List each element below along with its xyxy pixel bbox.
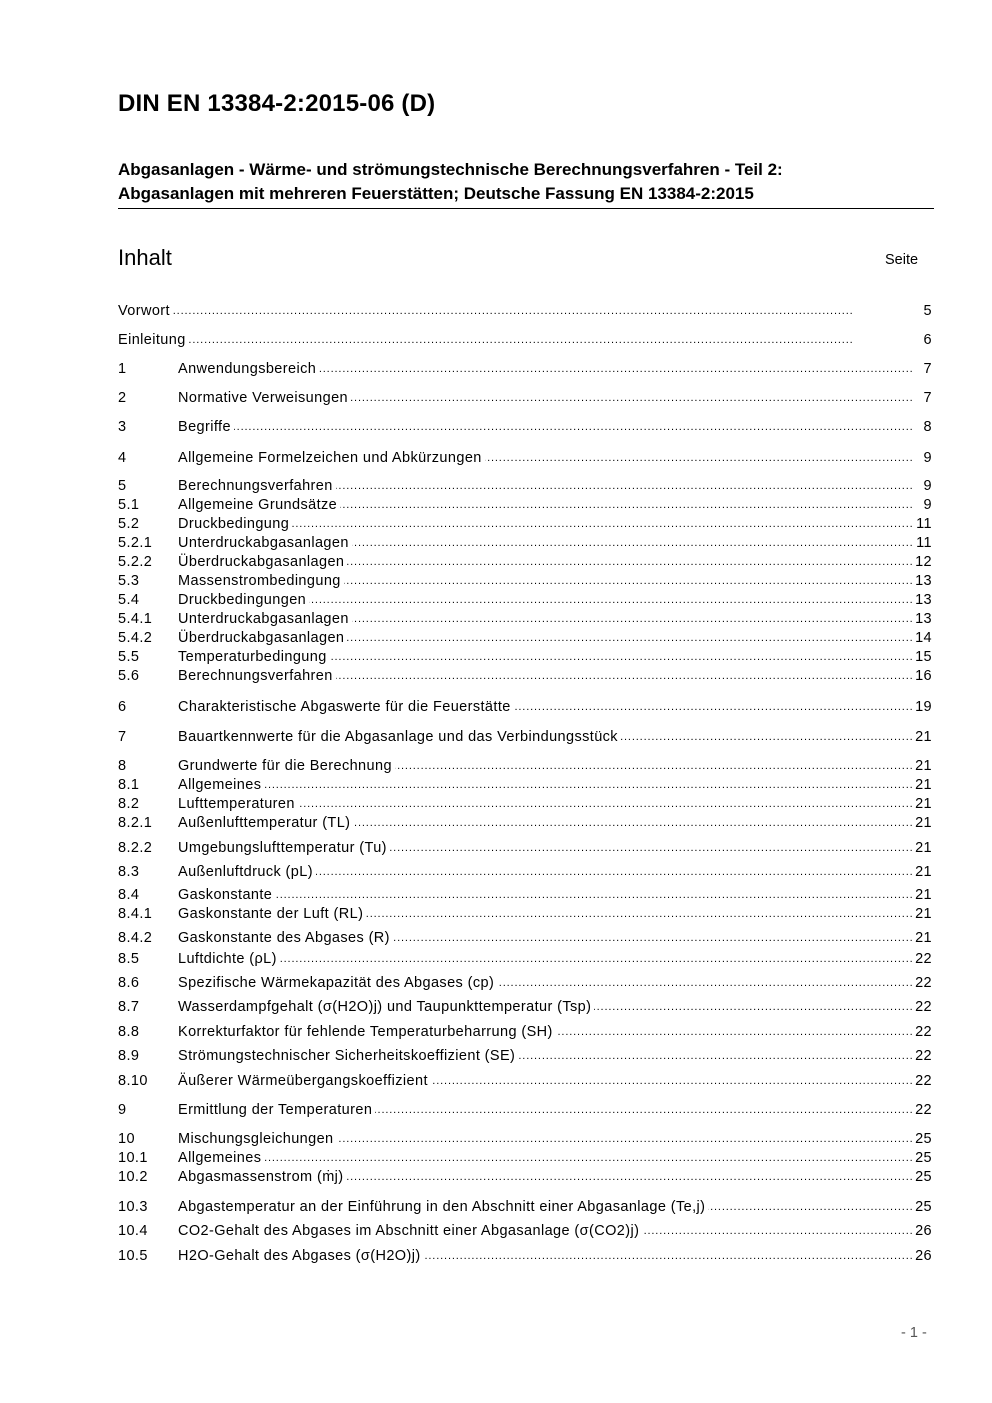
toc-entry-title-cell — [178, 1047, 913, 1065]
toc-entry-page: 9 — [923, 450, 932, 466]
toc-entry-page: 25 — [915, 1131, 932, 1147]
toc-entry-title-cell — [178, 591, 913, 609]
toc-entry[interactable] — [118, 589, 932, 609]
toc-entry-title: Massenstrombedingung — [178, 573, 344, 589]
toc-entry-title-cell — [178, 496, 922, 514]
toc-entry-page: 13 — [915, 611, 932, 627]
toc-entry-title: Überdruckabgasanlagen — [178, 554, 347, 570]
toc-entry-page: 6 — [923, 332, 932, 348]
toc-entry[interactable] — [118, 755, 932, 775]
toc-entry[interactable] — [118, 996, 932, 1016]
toc-entry[interactable] — [118, 972, 932, 992]
toc-entry[interactable] — [118, 903, 932, 923]
toc-entry-number: 5.5 — [118, 649, 140, 665]
toc-entry-page: 22 — [915, 975, 932, 991]
toc-entry-page: 25 — [915, 1199, 932, 1215]
toc-entry-number: 8.10 — [118, 1073, 148, 1089]
toc-entry[interactable] — [118, 1166, 932, 1186]
toc-entry[interactable] — [118, 358, 932, 378]
toc-entry-number: 8.1 — [118, 777, 140, 793]
toc-entry-title-cell — [178, 950, 913, 968]
toc-entry-title: CO2-Gehalt des Abgases im Abschnitt einer Abgasanlage (σ(CO2)j) — [178, 1223, 642, 1239]
toc-entry-number: 7 — [118, 729, 127, 745]
toc-entry-title: Überdruckabgasanlagen — [178, 630, 347, 646]
toc-page-column-label: Seite — [885, 252, 919, 268]
toc-entry-title: Bauartkennwerte für die Abgasanlage und das Verbindungsstück — [178, 729, 621, 745]
toc-entry-title-cell — [178, 449, 922, 467]
toc-entry-title: Außenluftdruck (pL) — [178, 864, 316, 880]
toc-entry-title-cell — [178, 757, 913, 775]
toc-entry-title: Korrekturfaktor für fehlende Temperaturbeharrung (SH) — [178, 1024, 556, 1040]
toc-entry-title-cell — [178, 929, 913, 947]
toc-entry-number: 5 — [118, 478, 127, 494]
toc-entry-title: Allgemeines — [178, 1150, 264, 1166]
toc-entry-number: 5.2.2 — [118, 554, 153, 570]
toc-entry-title-cell — [178, 389, 922, 407]
toc-entry-number: 8.7 — [118, 999, 140, 1015]
toc-entry-title: Luftdichte (ρL) — [178, 951, 280, 967]
toc-entry-title-cell — [178, 1222, 913, 1240]
toc-entry-title: Abgasmassenstrom (ṁj) — [178, 1169, 347, 1185]
toc-entry-title-cell — [178, 728, 913, 746]
toc-entry[interactable] — [118, 1070, 932, 1090]
page-number: - 1 - — [901, 1325, 927, 1341]
toc-entry-number: 8.2.2 — [118, 840, 153, 856]
toc-entry-title-cell — [178, 572, 913, 590]
toc-entry-number: 10.3 — [118, 1199, 148, 1215]
toc-entry-number: 8.5 — [118, 951, 140, 967]
toc-entry-number: 5.4 — [118, 592, 140, 608]
toc-entry-title-cell — [178, 1072, 913, 1090]
toc-entry[interactable] — [118, 627, 932, 647]
toc-entry[interactable] — [118, 1196, 932, 1216]
toc-entry-number: 8.4.1 — [118, 906, 153, 922]
toc-entry-number: 10.4 — [118, 1223, 148, 1239]
toc-entry-title: Abgastemperatur an der Einführung in den Abschnitt einer Abgasanlage (Te,j) — [178, 1199, 708, 1215]
toc-entry-title-cell — [178, 515, 914, 533]
toc-entry-number: 8.2 — [118, 796, 140, 812]
toc-entry-title: Allgemeine Formelzeichen und Abkürzungen — [178, 450, 485, 466]
toc-entry[interactable] — [118, 416, 932, 436]
toc-entry-page: 21 — [915, 815, 932, 831]
toc-entry-page: 25 — [915, 1150, 932, 1166]
toc-entry-title: Temperaturbedingung — [178, 649, 330, 665]
toc-entry-page: 7 — [923, 361, 932, 377]
toc-entry-title-cell — [178, 905, 913, 923]
toc-entry[interactable] — [118, 927, 932, 947]
toc-entry[interactable] — [118, 1045, 932, 1065]
toc-heading: Inhalt — [118, 245, 172, 270]
toc-entry[interactable] — [118, 696, 932, 716]
toc-entry-number: 3 — [118, 419, 127, 435]
toc-entry-page: 21 — [915, 864, 932, 880]
toc-entry-number: 4 — [118, 450, 127, 466]
toc-entry-title-cell — [178, 886, 913, 904]
toc-entry[interactable] — [118, 532, 932, 552]
toc-entry-title-cell — [178, 974, 913, 992]
toc-entry-title-cell — [178, 814, 913, 832]
toc-entry-title: Ermittlung der Temperaturen — [178, 1102, 375, 1118]
toc-entry-page: 22 — [915, 999, 932, 1015]
toc-entry-page: 21 — [915, 906, 932, 922]
toc-entry-title: Grundwerte für die Berechnung — [178, 758, 395, 774]
toc-entry-title: Allgemeine Grundsätze — [178, 497, 340, 513]
toc-entry-page: 21 — [915, 758, 932, 774]
toc-entry-page: 7 — [923, 390, 932, 406]
toc-entry-title-cell — [178, 1247, 913, 1265]
toc-entry[interactable] — [118, 861, 932, 881]
subtitle-line-1: Abgasanlagen - Wärme- und strömungstechnische Berechnungsverfahren - Teil 2: — [118, 160, 783, 179]
toc-entry-title-cell — [178, 648, 913, 666]
toc-entry-number: 5.2.1 — [118, 535, 153, 551]
toc-entry-page: 12 — [915, 554, 932, 570]
toc-entry-number: 8.9 — [118, 1048, 140, 1064]
toc-entry-page: 21 — [915, 840, 932, 856]
toc-entry-title: Allgemeines — [178, 777, 264, 793]
toc-entry-title: Berechnungsverfahren — [178, 668, 336, 684]
toc-entry-number: 8.6 — [118, 975, 140, 991]
toc-entry[interactable] — [118, 884, 932, 904]
toc-entry-title: H2O-Gehalt des Abgases (σ(H2O)j) — [178, 1248, 424, 1264]
toc-entry-number: 9 — [118, 1102, 127, 1118]
toc-entry-page: 26 — [915, 1223, 932, 1239]
toc-entry-title: Mischungsgleichungen — [178, 1131, 337, 1147]
toc-entry-number: 8.4.2 — [118, 930, 153, 946]
toc-entry-number: 5.2 — [118, 516, 140, 532]
toc-entry[interactable] — [118, 793, 932, 813]
toc-entry-page: 5 — [923, 303, 932, 319]
toc-entry-number: 5.6 — [118, 668, 140, 684]
toc-entry[interactable] — [118, 1021, 932, 1041]
toc-entry[interactable] — [118, 1099, 932, 1119]
toc-entry[interactable] — [118, 551, 932, 571]
toc-entry[interactable] — [118, 837, 932, 857]
toc-entry-number: 10.2 — [118, 1169, 148, 1185]
toc-entry-number: 5.4.1 — [118, 611, 153, 627]
toc-entry-page: 22 — [915, 951, 932, 967]
toc-entry-title-cell — [118, 302, 922, 320]
toc-entry-number: 8.3 — [118, 864, 140, 880]
toc-entry-number: 5.4.2 — [118, 630, 153, 646]
toc-entry-number: 8.4 — [118, 887, 140, 903]
toc-entry-title-cell — [178, 776, 913, 794]
toc-entry[interactable] — [118, 812, 932, 832]
subtitle-line-2: Abgasanlagen mit mehreren Feuerstätten; Deutsche Fassung EN 13384-2:2015 — [118, 184, 754, 203]
toc-entry-number: 10.1 — [118, 1150, 148, 1166]
toc-entry-title-cell — [178, 1149, 913, 1167]
toc-entry-title-cell — [178, 1023, 913, 1041]
toc-entry-title-cell — [178, 360, 922, 378]
toc-entry-title-cell — [178, 610, 913, 628]
toc-entry-page: 21 — [915, 729, 932, 745]
toc-entry[interactable] — [118, 1220, 932, 1240]
toc-entry-page: 21 — [915, 777, 932, 793]
toc-entry-title: Gaskonstante des Abgases (R) — [178, 930, 393, 946]
toc-entry-number: 5.1 — [118, 497, 140, 513]
toc-entry-title: Druckbedingungen — [178, 592, 309, 608]
toc-entry-title: Lufttemperaturen — [178, 796, 298, 812]
toc-entry-title-cell — [178, 795, 913, 813]
toc-entry-title: Strömungstechnischer Sicherheitskoeffizient (SE) — [178, 1048, 518, 1064]
toc-entry-title: Charakteristische Abgaswerte für die Feuerstätte — [178, 699, 514, 715]
toc-entry-page: 11 — [916, 535, 932, 551]
toc-entry-title: Anwendungsbereich — [178, 361, 319, 377]
toc-entry[interactable] — [118, 300, 932, 320]
toc-entry-page: 13 — [915, 573, 932, 589]
table-of-contents — [118, 0, 932, 1403]
toc-entry[interactable] — [118, 475, 932, 495]
toc-entry-title: Gaskonstante — [178, 887, 275, 903]
toc-entry-title: Einleitung — [118, 332, 189, 348]
toc-entry-title-cell — [178, 553, 913, 571]
toc-entry-number: 2 — [118, 390, 127, 406]
toc-entry-page: 9 — [923, 478, 932, 494]
toc-entry-title-cell — [178, 1168, 913, 1186]
toc-entry-number: 6 — [118, 699, 127, 715]
toc-entry[interactable] — [118, 1147, 932, 1167]
toc-entry-title-cell — [178, 667, 913, 685]
toc-entry-title: Begriffe — [178, 419, 234, 435]
toc-entry-number: 8.2.1 — [118, 815, 153, 831]
toc-entry-title-cell — [178, 839, 913, 857]
toc-entry[interactable] — [118, 494, 932, 514]
toc-entry-page: 22 — [915, 1048, 932, 1064]
toc-entry-title: Unterdruckabgasanlagen — [178, 535, 352, 551]
toc-entry-page: 21 — [915, 796, 932, 812]
toc-entry-page: 11 — [916, 516, 932, 532]
toc-entry-title-cell — [178, 1130, 913, 1148]
toc-entry-title: Druckbedingung — [178, 516, 292, 532]
toc-entry-title-cell — [178, 698, 913, 716]
toc-entry-number: 8.8 — [118, 1024, 140, 1040]
toc-entry-title-cell — [178, 998, 913, 1016]
toc-entry[interactable] — [118, 570, 932, 590]
toc-entry-number: 10 — [118, 1131, 135, 1147]
toc-entry[interactable] — [118, 1128, 932, 1148]
toc-entry-title-cell — [118, 331, 922, 349]
toc-entry-number: 5.3 — [118, 573, 140, 589]
toc-entry[interactable] — [118, 447, 932, 467]
toc-entry-page: 22 — [915, 1024, 932, 1040]
toc-entry-number: 8 — [118, 758, 127, 774]
toc-entry[interactable] — [118, 387, 932, 407]
toc-entry[interactable] — [118, 774, 932, 794]
toc-entry-title-cell — [178, 418, 922, 436]
toc-entry-title-cell — [178, 534, 914, 552]
toc-entry-title: Äußerer Wärmeübergangskoeffizient — [178, 1073, 431, 1089]
toc-entry-title: Spezifische Wärmekapazität des Abgases (cp) — [178, 975, 497, 991]
toc-entry-page: 14 — [915, 630, 932, 646]
document-title: DIN EN 13384-2:2015-06 (D) — [118, 90, 436, 117]
toc-entry-page: 8 — [923, 419, 932, 435]
toc-entry[interactable] — [118, 665, 932, 685]
toc-entry-page: 22 — [915, 1073, 932, 1089]
toc-entry-page: 26 — [915, 1248, 932, 1264]
toc-entry-title-cell — [178, 1198, 913, 1216]
toc-entry[interactable] — [118, 646, 932, 666]
toc-entry-title: Umgebungslufttemperatur (Tu) — [178, 840, 390, 856]
toc-entry-title: Vorwort — [118, 303, 173, 319]
toc-entry-page: 16 — [915, 668, 932, 684]
toc-entry-title-cell — [178, 629, 913, 647]
toc-entry[interactable] — [118, 1245, 932, 1265]
toc-entry-title: Außenlufttemperatur (TL) — [178, 815, 353, 831]
toc-entry-title: Berechnungsverfahren — [178, 478, 336, 494]
toc-entry[interactable] — [118, 329, 932, 349]
toc-entry-page: 25 — [915, 1169, 932, 1185]
toc-entry-title-cell — [178, 863, 913, 881]
toc-entry-number: 10.5 — [118, 1248, 148, 1264]
toc-entry-page: 22 — [915, 1102, 932, 1118]
toc-entry-title: Normative Verweisungen — [178, 390, 351, 406]
toc-entry-title: Gaskonstante der Luft (RL) — [178, 906, 366, 922]
toc-entry[interactable] — [118, 726, 932, 746]
toc-entry[interactable] — [118, 608, 932, 628]
toc-entry-page: 21 — [915, 930, 932, 946]
toc-entry-page: 21 — [915, 887, 932, 903]
toc-entry-page: 13 — [915, 592, 932, 608]
toc-entry-title-cell — [178, 1101, 913, 1119]
toc-entry-title-cell — [178, 477, 922, 495]
toc-entry-title: Unterdruckabgasanlagen — [178, 611, 352, 627]
toc-entry-page: 9 — [923, 497, 932, 513]
toc-entry-title: Wasserdampfgehalt (σ(H2O)j) und Taupunkttemperatur (Tsp) — [178, 999, 594, 1015]
toc-entry[interactable] — [118, 948, 932, 968]
toc-entry-number: 1 — [118, 361, 127, 377]
toc-entry-page: 19 — [915, 699, 932, 715]
toc-entry-page: 15 — [915, 649, 932, 665]
toc-entry[interactable] — [118, 513, 932, 533]
